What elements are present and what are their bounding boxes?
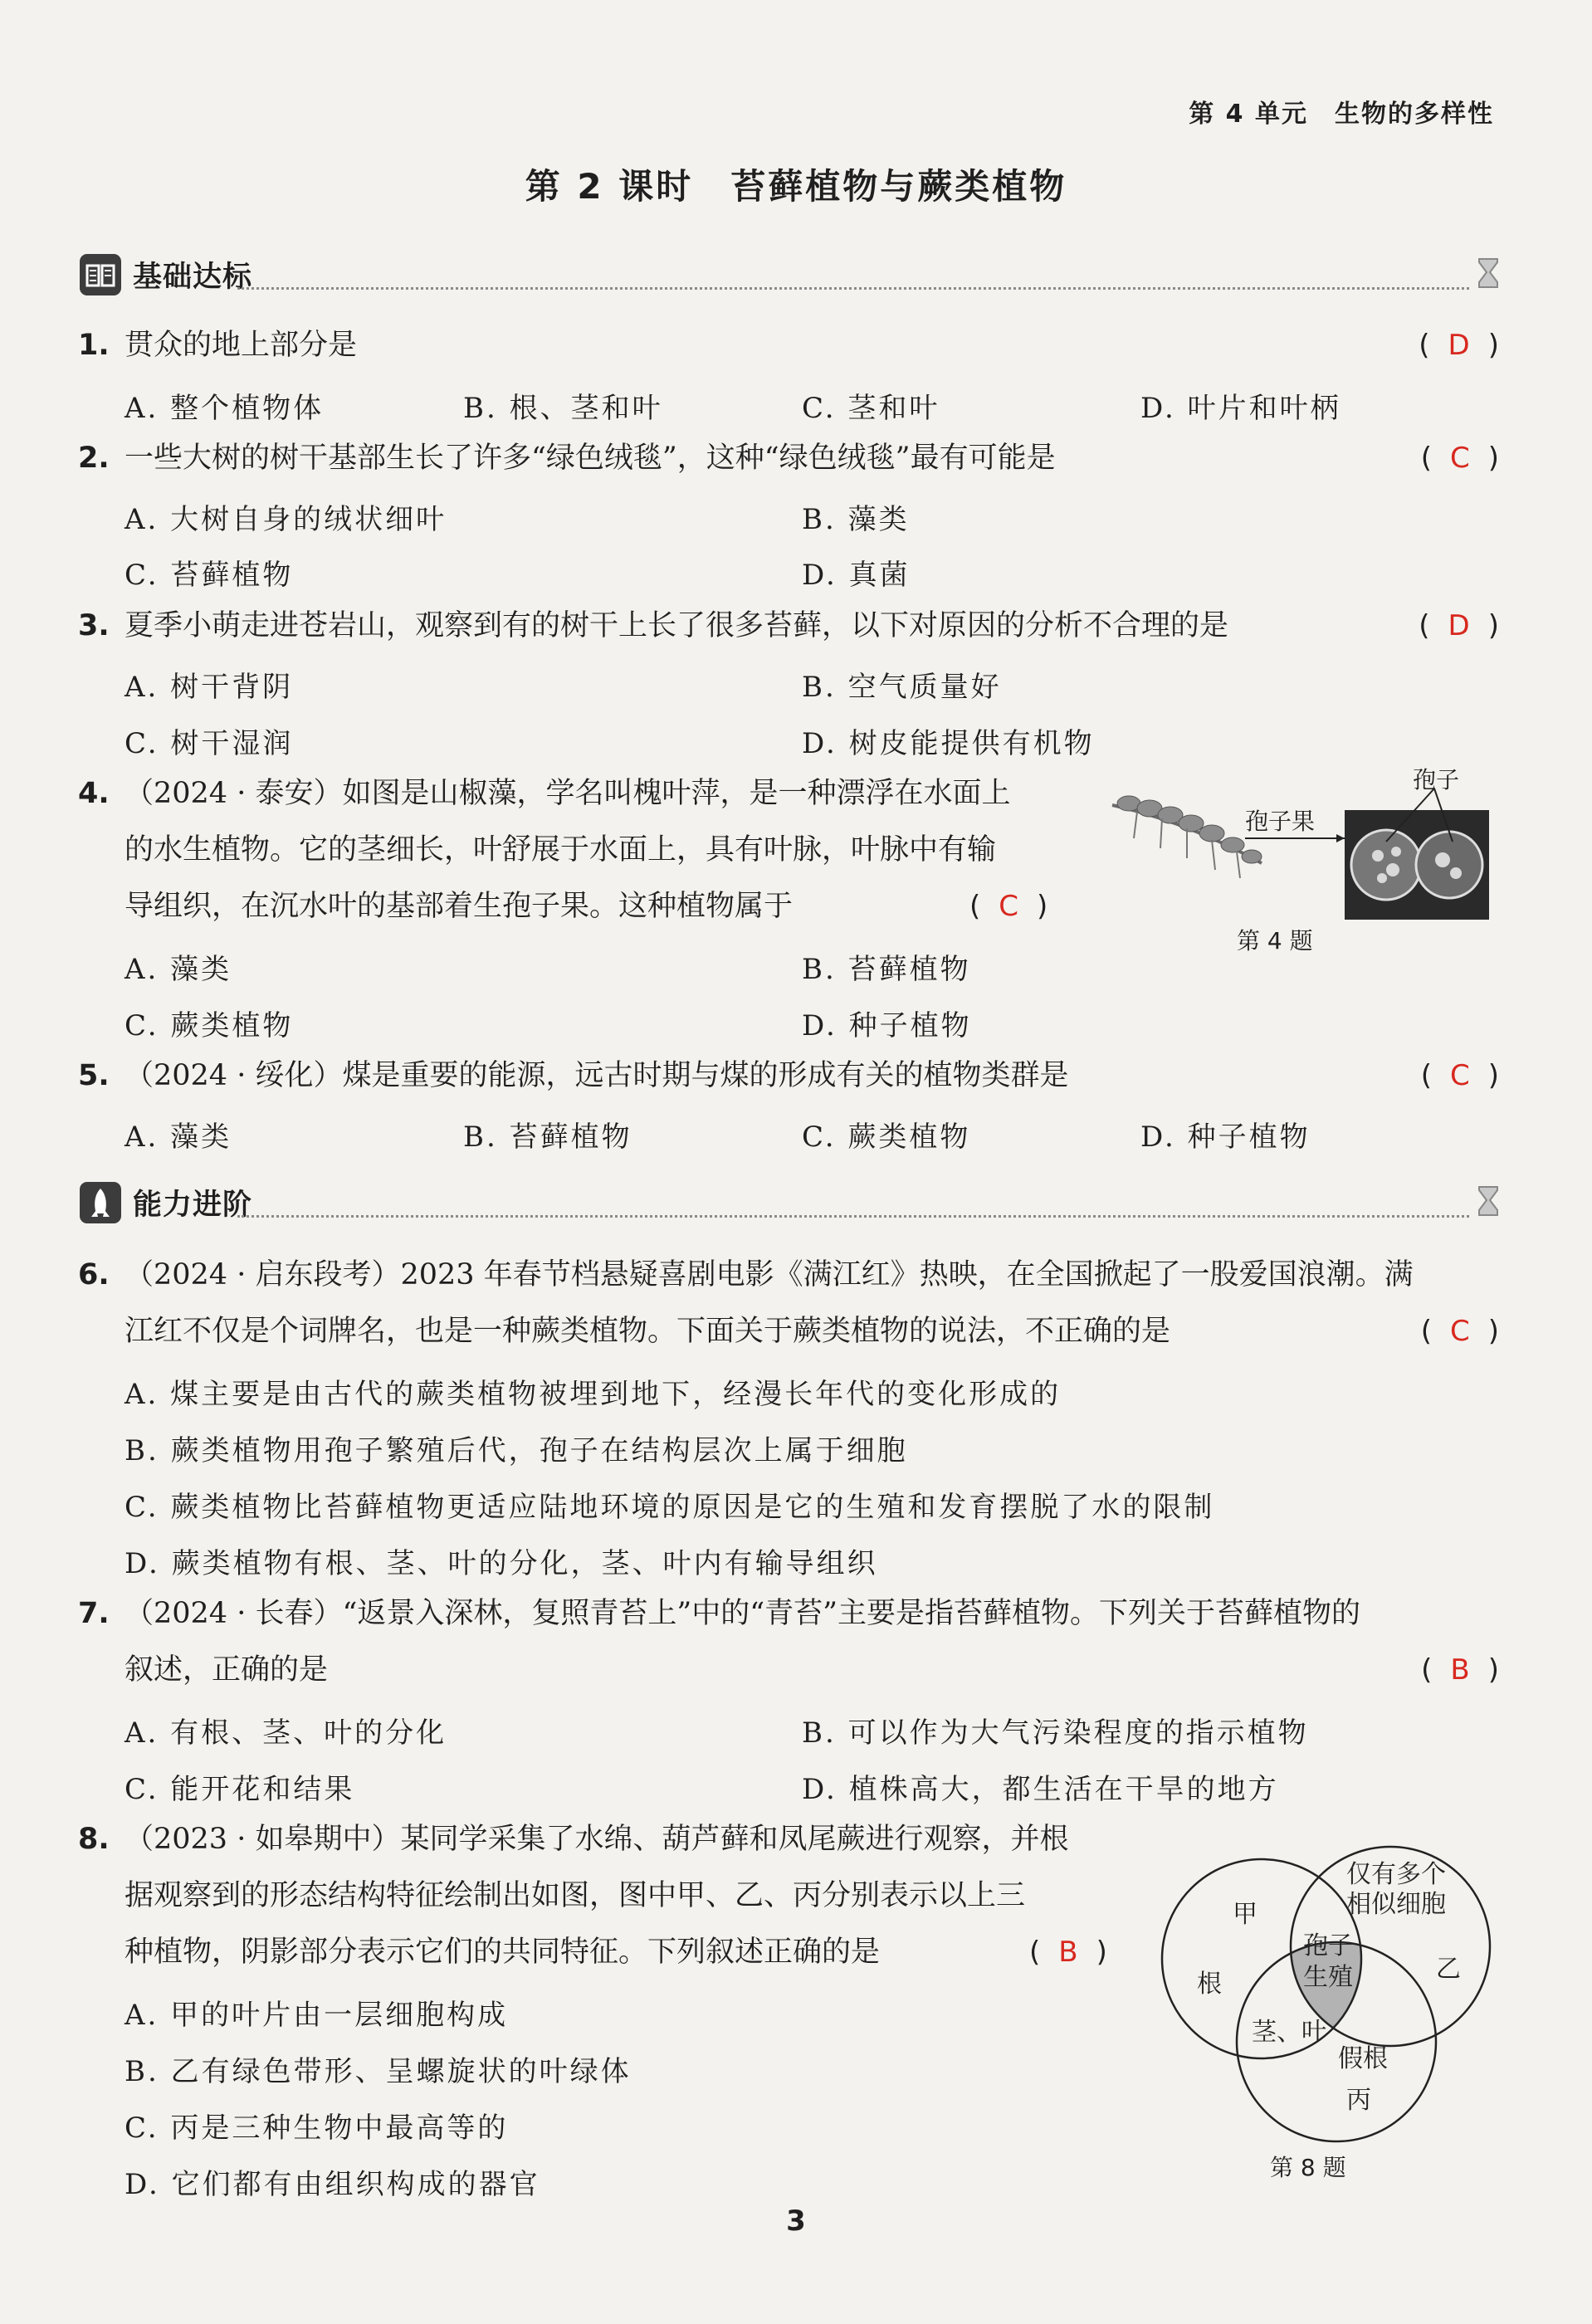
page-number: 3 <box>786 2204 806 2238</box>
venn-diagram <box>1154 1818 1519 2166</box>
question-number: 1. <box>78 329 110 362</box>
question-stem-line-3: 种植物，阴影部分表示它们的共同特征。下列叙述正确的是 <box>125 1936 881 1969</box>
option-b: B. 苔藓植物 <box>802 953 971 986</box>
label-spore-1: 孢子 <box>1303 1931 1353 1960</box>
label-pointers <box>1096 755 1486 921</box>
option-c: C. 树干湿润 <box>125 727 294 760</box>
question-number: 5. <box>78 1059 110 1092</box>
question-stem-line-2: 的水生植物。它的茎细长，叶舒展于水面上，具有叶脉，叶脉中有输 <box>125 833 997 867</box>
label-sporocarp: 孢子果 <box>1245 808 1316 835</box>
figure-q4 <box>1096 755 1486 921</box>
option-c: C. 茎和叶 <box>802 392 940 425</box>
question-stem-line-3: 导组织，在沉水叶的基部着生孢子果。这种植物属于 <box>125 890 794 923</box>
question-number: 6. <box>78 1258 110 1291</box>
rocket-icon <box>80 1182 121 1223</box>
answer-value: C <box>1449 1059 1470 1092</box>
option-c: C. 蕨类植物比苔藓植物更适应陆地环境的原因是它的生殖和发育摆脱了水的限制 <box>125 1491 1215 1524</box>
option-b: B. 根、茎和叶 <box>463 392 663 425</box>
section-title: 基础达标 <box>133 261 253 294</box>
label-jia: 甲 <box>1233 1900 1257 1929</box>
option-d: D. 种子植物 <box>802 1009 972 1042</box>
answer-bracket: ( C ) <box>1420 442 1499 475</box>
answer-value: C <box>999 890 1019 923</box>
hourglass-icon <box>1476 1185 1501 1222</box>
figure-caption: 第 8 题 <box>1270 2154 1346 2181</box>
question-stem: 夏季小萌走进苍岩山，观察到有的树干上长了很多苔藓，以下对原因的分析不合理的是 <box>125 609 1229 642</box>
question-stem-line-2: 江红不仅是个词牌名，也是一种蕨类植物。下面关于蕨类植物的说法，不正确的是 <box>125 1315 1171 1348</box>
option-a: A. 甲的叶片由一层细胞构成 <box>125 1999 509 2032</box>
unit-header: 第 4 单元 生物的多样性 <box>1189 100 1494 129</box>
question-stem: 贯众的地上部分是 <box>125 329 358 362</box>
answer-bracket: ( C ) <box>1420 1059 1499 1092</box>
label-multi-cells-1: 仅有多个 <box>1346 1860 1446 1889</box>
option-d: D. 蕨类植物有根、茎、叶的分化，茎、叶内有输导组织 <box>125 1547 878 1580</box>
section-title: 能力进阶 <box>133 1189 253 1222</box>
label-false-root: 假根 <box>1338 2044 1388 2073</box>
option-a: A. 有根、茎、叶的分化 <box>125 1716 447 1750</box>
option-c: C. 能开花和结果 <box>125 1773 355 1806</box>
answer-bracket: ( B ) <box>1421 1653 1499 1687</box>
label-bing: 丙 <box>1346 2086 1371 2115</box>
option-b: B. 蕨类植物用孢子繁殖后代，孢子在结构层次上属于细胞 <box>125 1434 908 1467</box>
hourglass-icon <box>1476 257 1501 294</box>
question-stem: （2024 · 绥化）煤是重要的能源，远古时期与煤的形成有关的植物类群是 <box>125 1059 1069 1092</box>
question-stem-line-1: （2024 · 长春）“返景入深林，复照青苔上”中的“青苔”主要是指苔藓植物。下列关于苔藓植物的 <box>125 1597 1361 1630</box>
question-stem-line-1: （2023 · 如皋期中）某同学采集了水绵、葫芦藓和凤尾蕨进行观察，并根 <box>125 1823 1069 1856</box>
option-a: A. 树干背阴 <box>125 671 294 704</box>
answer-value: C <box>1449 1315 1470 1348</box>
option-d: D. 叶片和叶柄 <box>1140 392 1341 425</box>
question-number: 7. <box>78 1597 110 1630</box>
question-stem-line-2: 据观察到的形态结构特征绘制出如图，图中甲、乙、丙分别表示以上三 <box>125 1879 1026 1912</box>
figure-caption: 第 4 题 <box>1237 927 1313 954</box>
question-number: 2. <box>78 442 110 475</box>
section-basic <box>80 251 1501 302</box>
answer-value: D <box>1448 609 1470 642</box>
option-b: B. 空气质量好 <box>802 671 1002 704</box>
option-d: D. 真菌 <box>802 559 911 592</box>
label-multi-cells-2: 相似细胞 <box>1346 1890 1446 1919</box>
option-a: A. 藻类 <box>125 953 232 986</box>
question-stem-line-2: 叙述，正确的是 <box>125 1653 329 1687</box>
option-c: C. 蕨类植物 <box>125 1009 294 1042</box>
question-number: 3. <box>78 609 110 642</box>
option-a: A. 大树自身的绒状细叶 <box>125 503 447 536</box>
option-c: C. 苔藓植物 <box>125 559 294 592</box>
section-divider <box>237 1215 1469 1218</box>
label-stem-leaf: 茎、叶 <box>1252 2018 1326 2047</box>
book-icon <box>80 254 121 295</box>
option-b: B. 藻类 <box>802 503 910 536</box>
answer-value: C <box>1449 442 1470 475</box>
answer-bracket: ( D ) <box>1419 609 1499 642</box>
lesson-title: 第 2 课时 苔藓植物与蕨类植物 <box>525 166 1067 207</box>
question-stem-line-1: （2024 · 启东段考）2023 年春节档悬疑喜剧电影《满江红》热映，在全国掀起了一股爱国浪潮。满 <box>125 1258 1414 1291</box>
label-root: 根 <box>1197 1970 1222 1999</box>
answer-value: B <box>1450 1653 1470 1687</box>
label-yi: 乙 <box>1436 1955 1461 1984</box>
question-stem: 一些大树的树干基部生长了许多“绿色绒毯”，这种“绿色绒毯”最有可能是 <box>125 442 1056 475</box>
option-a: A. 藻类 <box>125 1120 232 1154</box>
option-d: D. 植株高大，都生活在干旱的地方 <box>802 1773 1279 1806</box>
section-divider <box>237 287 1469 290</box>
answer-bracket: ( C ) <box>1420 1315 1499 1348</box>
section-advanced <box>80 1179 1501 1230</box>
option-c: C. 丙是三种生物中最高等的 <box>125 2112 509 2145</box>
option-d: D. 树皮能提供有机物 <box>802 727 1095 760</box>
option-b: B. 可以作为大气污染程度的指示植物 <box>802 1716 1309 1750</box>
answer-value: D <box>1448 329 1470 362</box>
label-spore: 孢子 <box>1413 766 1460 793</box>
answer-value: B <box>1058 1936 1078 1969</box>
option-a: A. 整个植物体 <box>125 392 325 425</box>
option-d: D. 种子植物 <box>1140 1120 1311 1154</box>
label-spore-2: 生殖 <box>1303 1963 1353 1992</box>
answer-bracket: ( C ) <box>969 890 1048 923</box>
option-a: A. 煤主要是由古代的蕨类植物被埋到地下，经漫长年代的变化形成的 <box>125 1378 1062 1411</box>
option-b: B. 乙有绿色带形、呈螺旋状的叶绿体 <box>125 2055 632 2088</box>
option-c: C. 蕨类植物 <box>802 1120 971 1154</box>
option-b: B. 苔藓植物 <box>463 1120 632 1154</box>
question-number: 8. <box>78 1823 110 1856</box>
question-stem-line-1: （2024 · 泰安）如图是山椒藻，学名叫槐叶萍，是一种漂浮在水面上 <box>125 777 1011 810</box>
question-number: 4. <box>78 777 110 810</box>
option-d: D. 它们都有由组织构成的器官 <box>125 2168 540 2201</box>
answer-bracket: ( D ) <box>1419 329 1499 362</box>
answer-bracket: ( B ) <box>1029 1936 1107 1969</box>
